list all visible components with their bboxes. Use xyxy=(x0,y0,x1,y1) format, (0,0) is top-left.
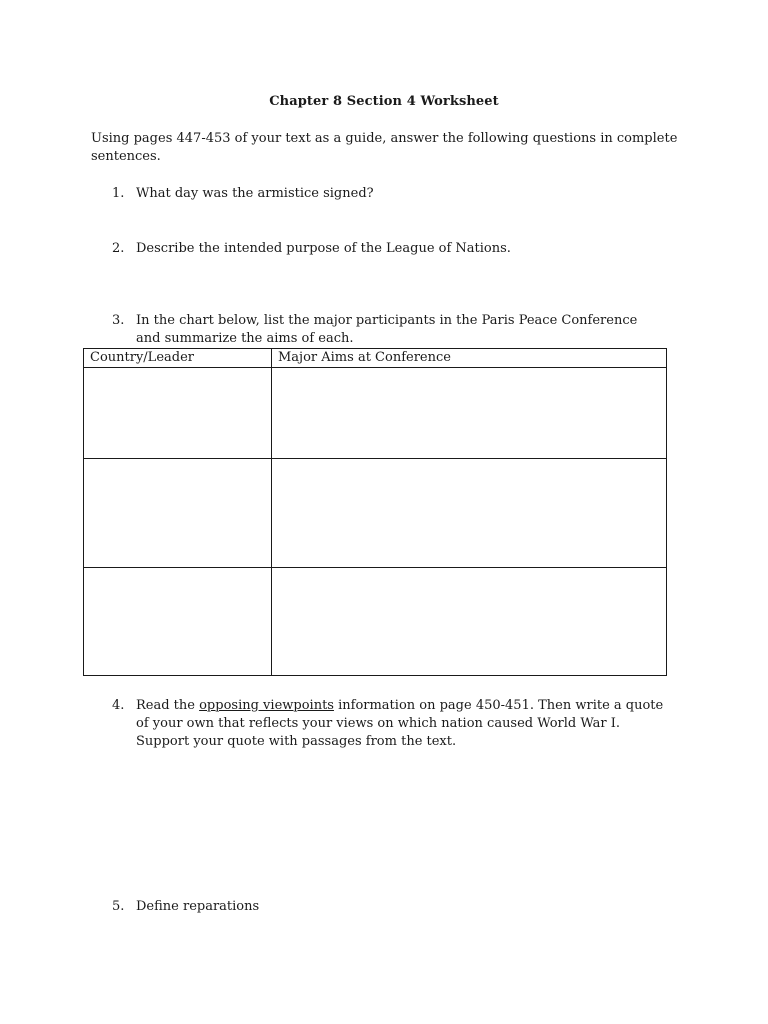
country-leader-cell[interactable] xyxy=(84,568,272,676)
question-number: 5. xyxy=(112,899,125,914)
major-aims-cell[interactable] xyxy=(272,568,667,676)
chart-row xyxy=(84,368,667,459)
major-aims-cell[interactable] xyxy=(272,459,667,568)
chart-row xyxy=(84,568,667,676)
question-number: 4. xyxy=(112,698,125,713)
question-text: Describe the intended purpose of the League of Nations. xyxy=(136,241,511,256)
chart-header-row xyxy=(84,349,667,368)
question-text: What day was the armistice signed? xyxy=(136,186,374,201)
question-5 xyxy=(112,898,259,916)
question-number: 1. xyxy=(112,186,125,201)
question-number: 3. xyxy=(112,313,125,328)
column-header-country-leader: Country/Leader xyxy=(84,349,272,368)
country-leader-cell[interactable] xyxy=(84,368,272,459)
question-3 xyxy=(112,312,652,348)
question-text: In the chart below, list the major participants in the Paris Peace Conference and summarize the aims of each. xyxy=(136,313,638,346)
question-number: 2. xyxy=(112,241,125,256)
chart-row xyxy=(84,459,667,568)
question-text: Define reparations xyxy=(136,899,260,914)
question-text xyxy=(136,697,672,751)
country-leader-cell[interactable] xyxy=(84,459,272,568)
question-text-start: Read the xyxy=(136,698,200,713)
question-1 xyxy=(112,185,374,203)
page-title: Chapter 8 Section 4 Worksheet xyxy=(269,94,499,109)
question-2 xyxy=(112,240,511,258)
question-4 xyxy=(112,697,672,751)
instructions: Using pages 447-453 of your text as a guide, answer the following questions in complete sentences. xyxy=(91,131,678,164)
participants-chart xyxy=(83,348,667,676)
question-text-end: information on page 450-451. Then write a quote of your own that reflects your views on which nation caused World War I. Support your quote with passages from the text. xyxy=(136,698,664,749)
opposing-viewpoints-link: opposing viewpoints xyxy=(199,698,334,713)
column-header-major-aims: Major Aims at Conference xyxy=(272,349,667,368)
major-aims-cell[interactable] xyxy=(272,368,667,459)
